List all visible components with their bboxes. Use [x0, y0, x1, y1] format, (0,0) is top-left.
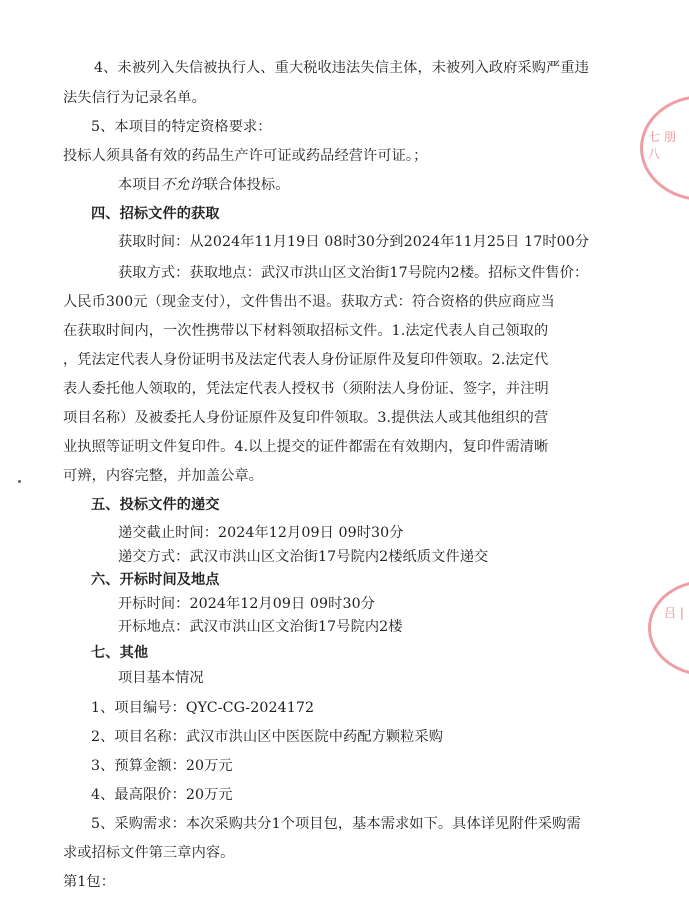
section-heading-4: 四、招标文件的获取 [91, 206, 220, 222]
text-segment: 联合体投标。 [203, 177, 290, 193]
text-line-12: 项目名称）及被委托人身份证原件及复印件领取。3.提供法人或其他组织的营 [63, 410, 549, 426]
text-line-22: 3、预算金额：20万元 [91, 758, 233, 774]
italic-text-segment: 不允许 [160, 177, 204, 193]
text-line-1: 4、未被列入失信被执行人、重大税收违法失信主体，未被列入政府采购严重违 [94, 60, 589, 76]
section-heading-7: 七、其他 [91, 645, 149, 661]
seal-stamp-bottom [648, 580, 689, 676]
text-line-23: 4、最高限价：20万元 [91, 787, 233, 803]
text-line-11: 表人委托他人领取的，凭法定代表人授权书（须附法人身份证、签字，并注明 [63, 381, 549, 397]
text-line-18: 开标地点：武汉市洪山区文治街17号院内2楼 [118, 619, 403, 635]
text-line-17: 开标时间：2024年12月09日 09时30分 [118, 596, 376, 612]
text-line-7: 获取方式：获取地点：武汉市洪山区文治街17号院内2楼。招标文件售价： [118, 265, 589, 281]
text-line-9: 在获取时间内，一次性携带以下材料领取招标文件。1.法定代表人自己领取的 [63, 323, 549, 339]
text-line-25: 求或招标文件第三章内容。 [63, 845, 235, 861]
text-line-8: 人民币300元（现金支付），文件售出不退。获取方式：符合资格的供应商应当 [63, 294, 555, 310]
seal-stamp-top-text: 七 朋 八 [648, 130, 676, 161]
scan-speck [18, 480, 21, 483]
text-line-16: 递交方式：武汉市洪山区文治街17号院内2楼纸质文件递交 [118, 549, 489, 565]
text-line-26: 第1包： [63, 874, 115, 890]
section-heading-6: 六、开标时间及地点 [91, 572, 220, 588]
text-line-24: 5、采购需求：本次采购共分1个项目包，基本需求如下。具体详见附件采购需 [91, 816, 581, 832]
text-line-6: 获取时间：从2024年11月19日 08时30分到2024年11月25日 17时00分 [118, 234, 590, 250]
text-line-5 [118, 175, 289, 195]
section-heading-5: 五、投标文件的递交 [91, 497, 220, 513]
text-line-13: 业执照等证明文件复印件。4.以上提交的证件都需在有效期内，复印件需清晰 [63, 439, 549, 455]
seal-stamp-bottom-text: 吕 | [664, 606, 684, 620]
text-line-3: 5、本项目的特定资格要求： [91, 119, 272, 135]
text-line-21: 2、项目名称：武汉市洪山区中医医院中药配方颗粒采购 [91, 729, 444, 745]
text-line-2: 法失信行为记录名单。 [63, 90, 206, 106]
text-line-4: 投标人须具备有效的药品生产许可证或药品经营许可证。； [63, 148, 428, 164]
text-line-14: 可辨，内容完整，并加盖公章。 [63, 468, 264, 484]
text-line-10: ，凭法定代表人身份证明书及法定代表人身份证原件及复印件领取。2.法定代 [63, 352, 549, 368]
text-line-19: 项目基本情况 [118, 670, 204, 686]
text-segment: 本项目 [118, 177, 161, 193]
text-line-15: 递交截止时间：2024年12月09日 09时30分 [118, 525, 404, 541]
text-line-20: 1、项目编号：QYC-CG-2024172 [91, 700, 315, 716]
